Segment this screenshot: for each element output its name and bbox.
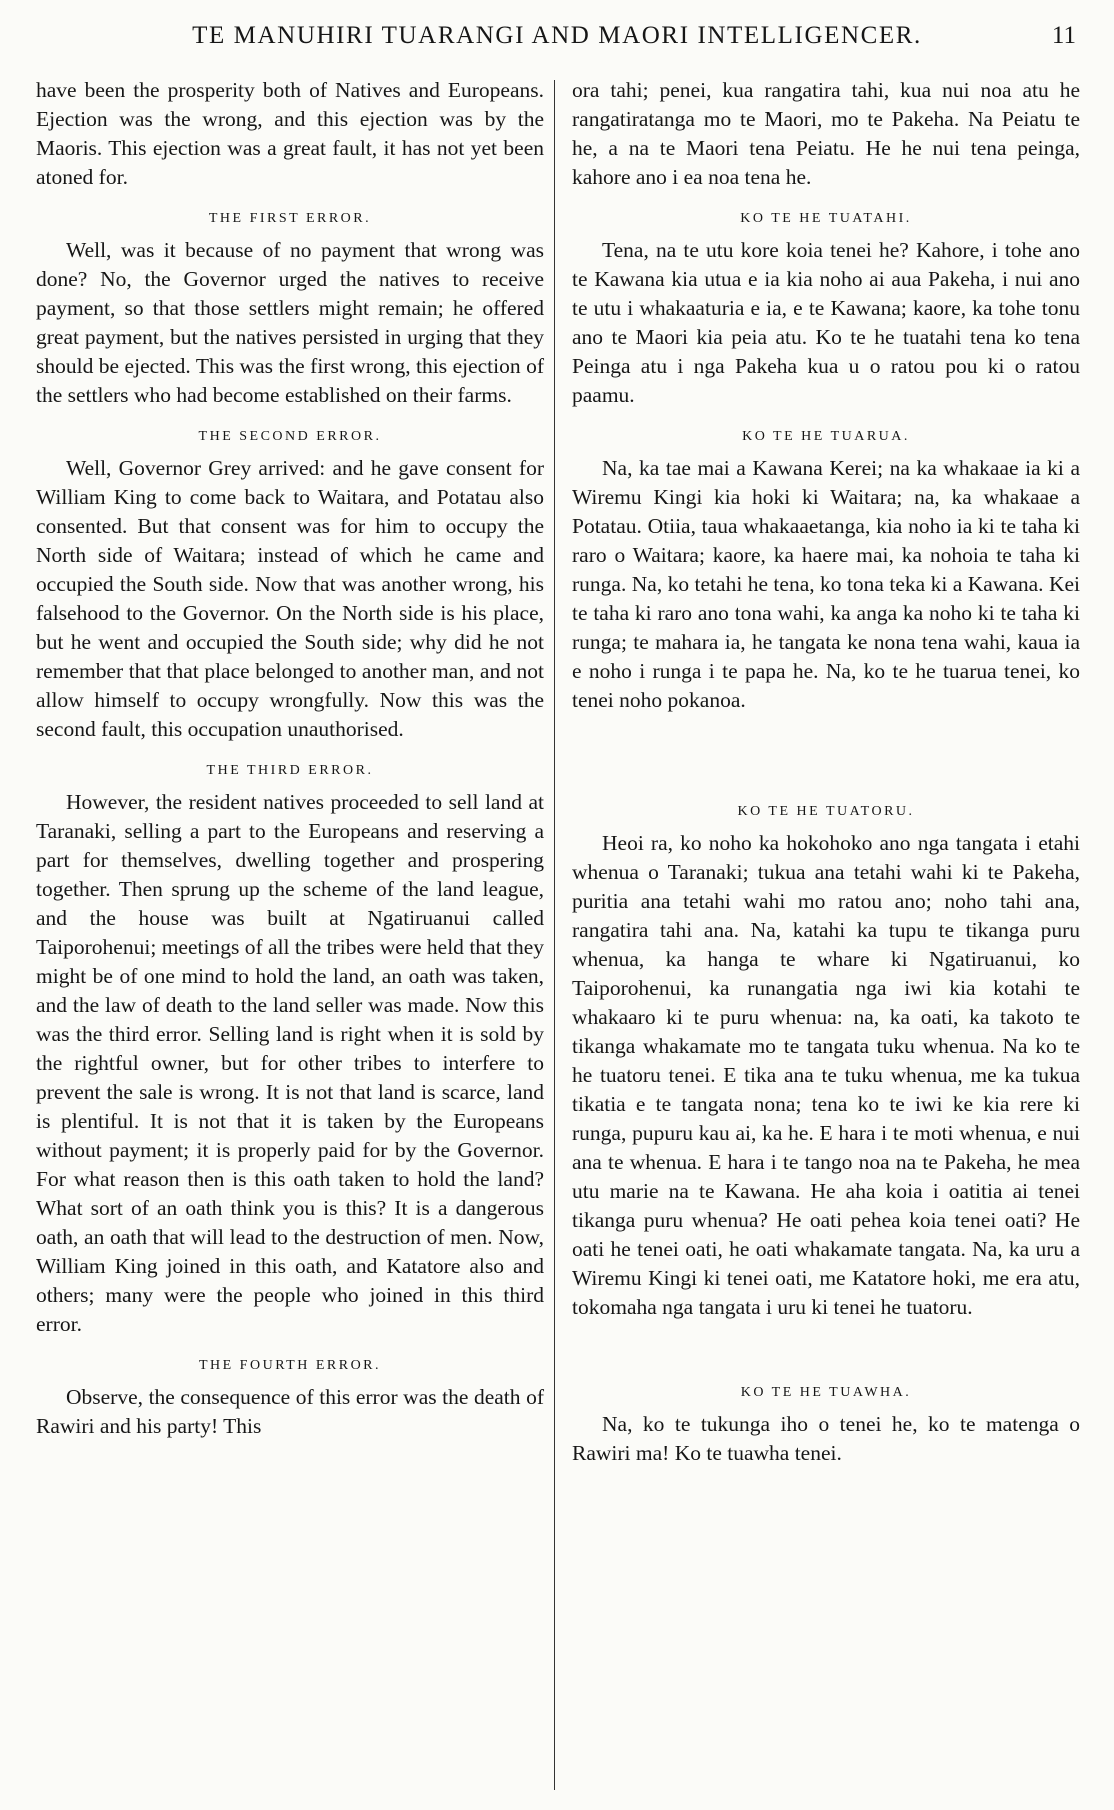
maori-heading-tuatahi: KO TE HE TUATAHI.	[740, 211, 912, 226]
english-first-error-text: Well, was it because of no payment that wrong was done? No, the Governor urged the natives to receive payment, so that those settlers might remain; he offered great payment, but the natives persisted in urging that they should be ejected. This was the first wrong, this ejection of the settlers who had become established on their farms.	[36, 238, 544, 407]
english-heading-second-error: THE SECOND ERROR.	[198, 429, 382, 444]
english-second-error-text: Well, Governor Grey arrived: and he gave consent for William King to come back to Waitara, and Potatau also consented. But that consent was for him to occupy the North side of Waitara; instead of which he came and occupied the South side. Now that was another wrong, his falsehood to the Governor. On the North side is his place, but he went and occupied the South side; why did he not remember that that place belonged to another man, and not allow himself to occupy wrongfully. Now this was the second fault, this occupation unauthorised.	[36, 456, 544, 741]
english-intro-paragraph: have been the prosperity both of Natives and Europeans. Ejection was the wrong, and this ejection was by the Maoris. This ejection was a great fault, it has not yet been atoned for.	[36, 78, 544, 189]
column-spacer	[572, 715, 1080, 785]
maori-tuatoru-text: Heoi ra, ko noho ka hokohoko ano nga tangata i etahi whenua o Taranaki; tukua ana tetahi wahi ki te Pakeha, puritia ana tetahi wahi mo ratou ano; noho tahi ana, rangatira tahi ana. Na, katahi ka tupu te tikanga puru whenua, ka hanga te whare ki Ngatiruanui, ko Taiporohenui, ka runangatia nga iwi kia kotahi te whakaaro ki te puru whenua: na, ka oati, ka takoto te tikanga whakamate mo te tangata tuku whenua. Na ko te he tuatoru tenei. E tika ana te tuku whenua, me ka tukua tikatia e te tangata nona; tena ko te iwi ke kia rere ki runga, pupuru kau ai, ka he. E hara i te moti whenua, e nui ana te whenua. E hara i te tango noa na te Pakeha, he mea utu marie na te Kawana. He aha koia i oatitia ai tenei tikanga puru whenua? He oati pehea koia tenei oati? He oati he tenei oati, he oati whakamate tangata. Na, ka uru a Wiremu Kingi ki tenei oati, me Katatore hoki, me era atu, tokomaha nga tangata i uru ki tenei he tuatoru.	[572, 831, 1080, 1319]
english-fourth-error-text: Observe, the consequence of this error was the death of Rawiri and his party! This	[36, 1385, 544, 1438]
maori-tuarua-text: Na, ka tae mai a Kawana Kerei; na ka whakaae ia ki a Wiremu Kingi kia hoki ki Waitara; na, ka whakaae a Potatau. Otiia, taua whakaaetanga, kia noho ia ki te taha ki raro o Waitara; kaore, ka haere mai, ka nohoia te taha ki runga. Na, ko tetahi he tena, ko tona teka ki a Kawana. Kei te taha ki raro ano tona wahi, ka anga ka noho ki te taha ki runga; te mahara ia, he tangata ke nona tena wahi, kaua ia e noho i runga i te papa he. Na, ko te he tuarua tenei, ko tenei noho pokanoa.	[572, 456, 1080, 712]
maori-column	[572, 76, 1080, 1468]
maori-heading-tuarua: KO TE HE TUARUA.	[742, 429, 910, 444]
english-column	[36, 76, 544, 1441]
maori-tuawha-text: Na, ko te tukunga iho o tenei he, ko te matenga o Rawiri ma! Ko te tuawha tenei.	[572, 1412, 1080, 1465]
english-heading-fourth-error: THE FOURTH ERROR.	[198, 1358, 382, 1373]
maori-heading-tuatoru: KO TE HE TUATORU.	[737, 804, 915, 819]
maori-intro-paragraph: ora tahi; penei, kua rangatira tahi, kua nui noa atu he rangatiratanga mo te Maori, mo te Pakeha. Na Peiatu te he, a na te Maori tena Peiatu. He he nui tena peinga, kahore ano i ea noa tena he.	[572, 78, 1080, 189]
column-divider	[554, 80, 555, 1790]
newspaper-title: TE MANUHIRI TUARANGI AND MAORI INTELLIGENCER.	[192, 22, 922, 49]
english-heading-third-error: THE THIRD ERROR.	[206, 763, 374, 778]
page-number: 11	[1051, 22, 1076, 49]
english-third-error-text: However, the resident natives proceeded to sell land at Taranaki, selling a part to the Europeans and reserving a part for themselves, dwelling together and prospering together. Then sprung up the scheme of the land league, and the house was built at Ngatiruanui called Taiporohenui; meetings of all the tribes were held that they might be of one mind to hold the land, an oath was taken, and the law of death to the land seller was made. Now this was the third error. Selling land is right when it is sold by the rightful owner, but for other tribes to interfere to prevent the sale is wrong. It is not that land is scarce, land is plentiful. It is not that it is taken by the Europeans without payment; it is properly paid for by the Governor. For what reason then is this oath taken to hold the land? What sort of an oath think you is this? It is a dangerous oath, an oath that will lead to the destruction of men. Now, William King joined in this oath, and Katatore also and others; many were the people who joined in this third error.	[36, 790, 544, 1336]
page-header	[0, 22, 1114, 62]
maori-heading-tuawha: KO TE HE TUAWHA.	[740, 1385, 912, 1400]
column-spacer	[572, 1322, 1080, 1366]
english-heading-first-error: THE FIRST ERROR.	[208, 211, 372, 226]
maori-tuatahi-text: Tena, na te utu kore koia tenei he? Kahore, i tohe ano te Kawana kia utua e ia kia noho ai aua Pakeha, i nui ano te utu i whakaaturia e ia, e te Kawana; kaore, ka tohe tonu ano te Maori kia peia atu. Ko te he tuatahi tena ko tena Peinga atu i nga Pakeha kua u o ratou pou ki o ratou paamu.	[572, 238, 1080, 407]
